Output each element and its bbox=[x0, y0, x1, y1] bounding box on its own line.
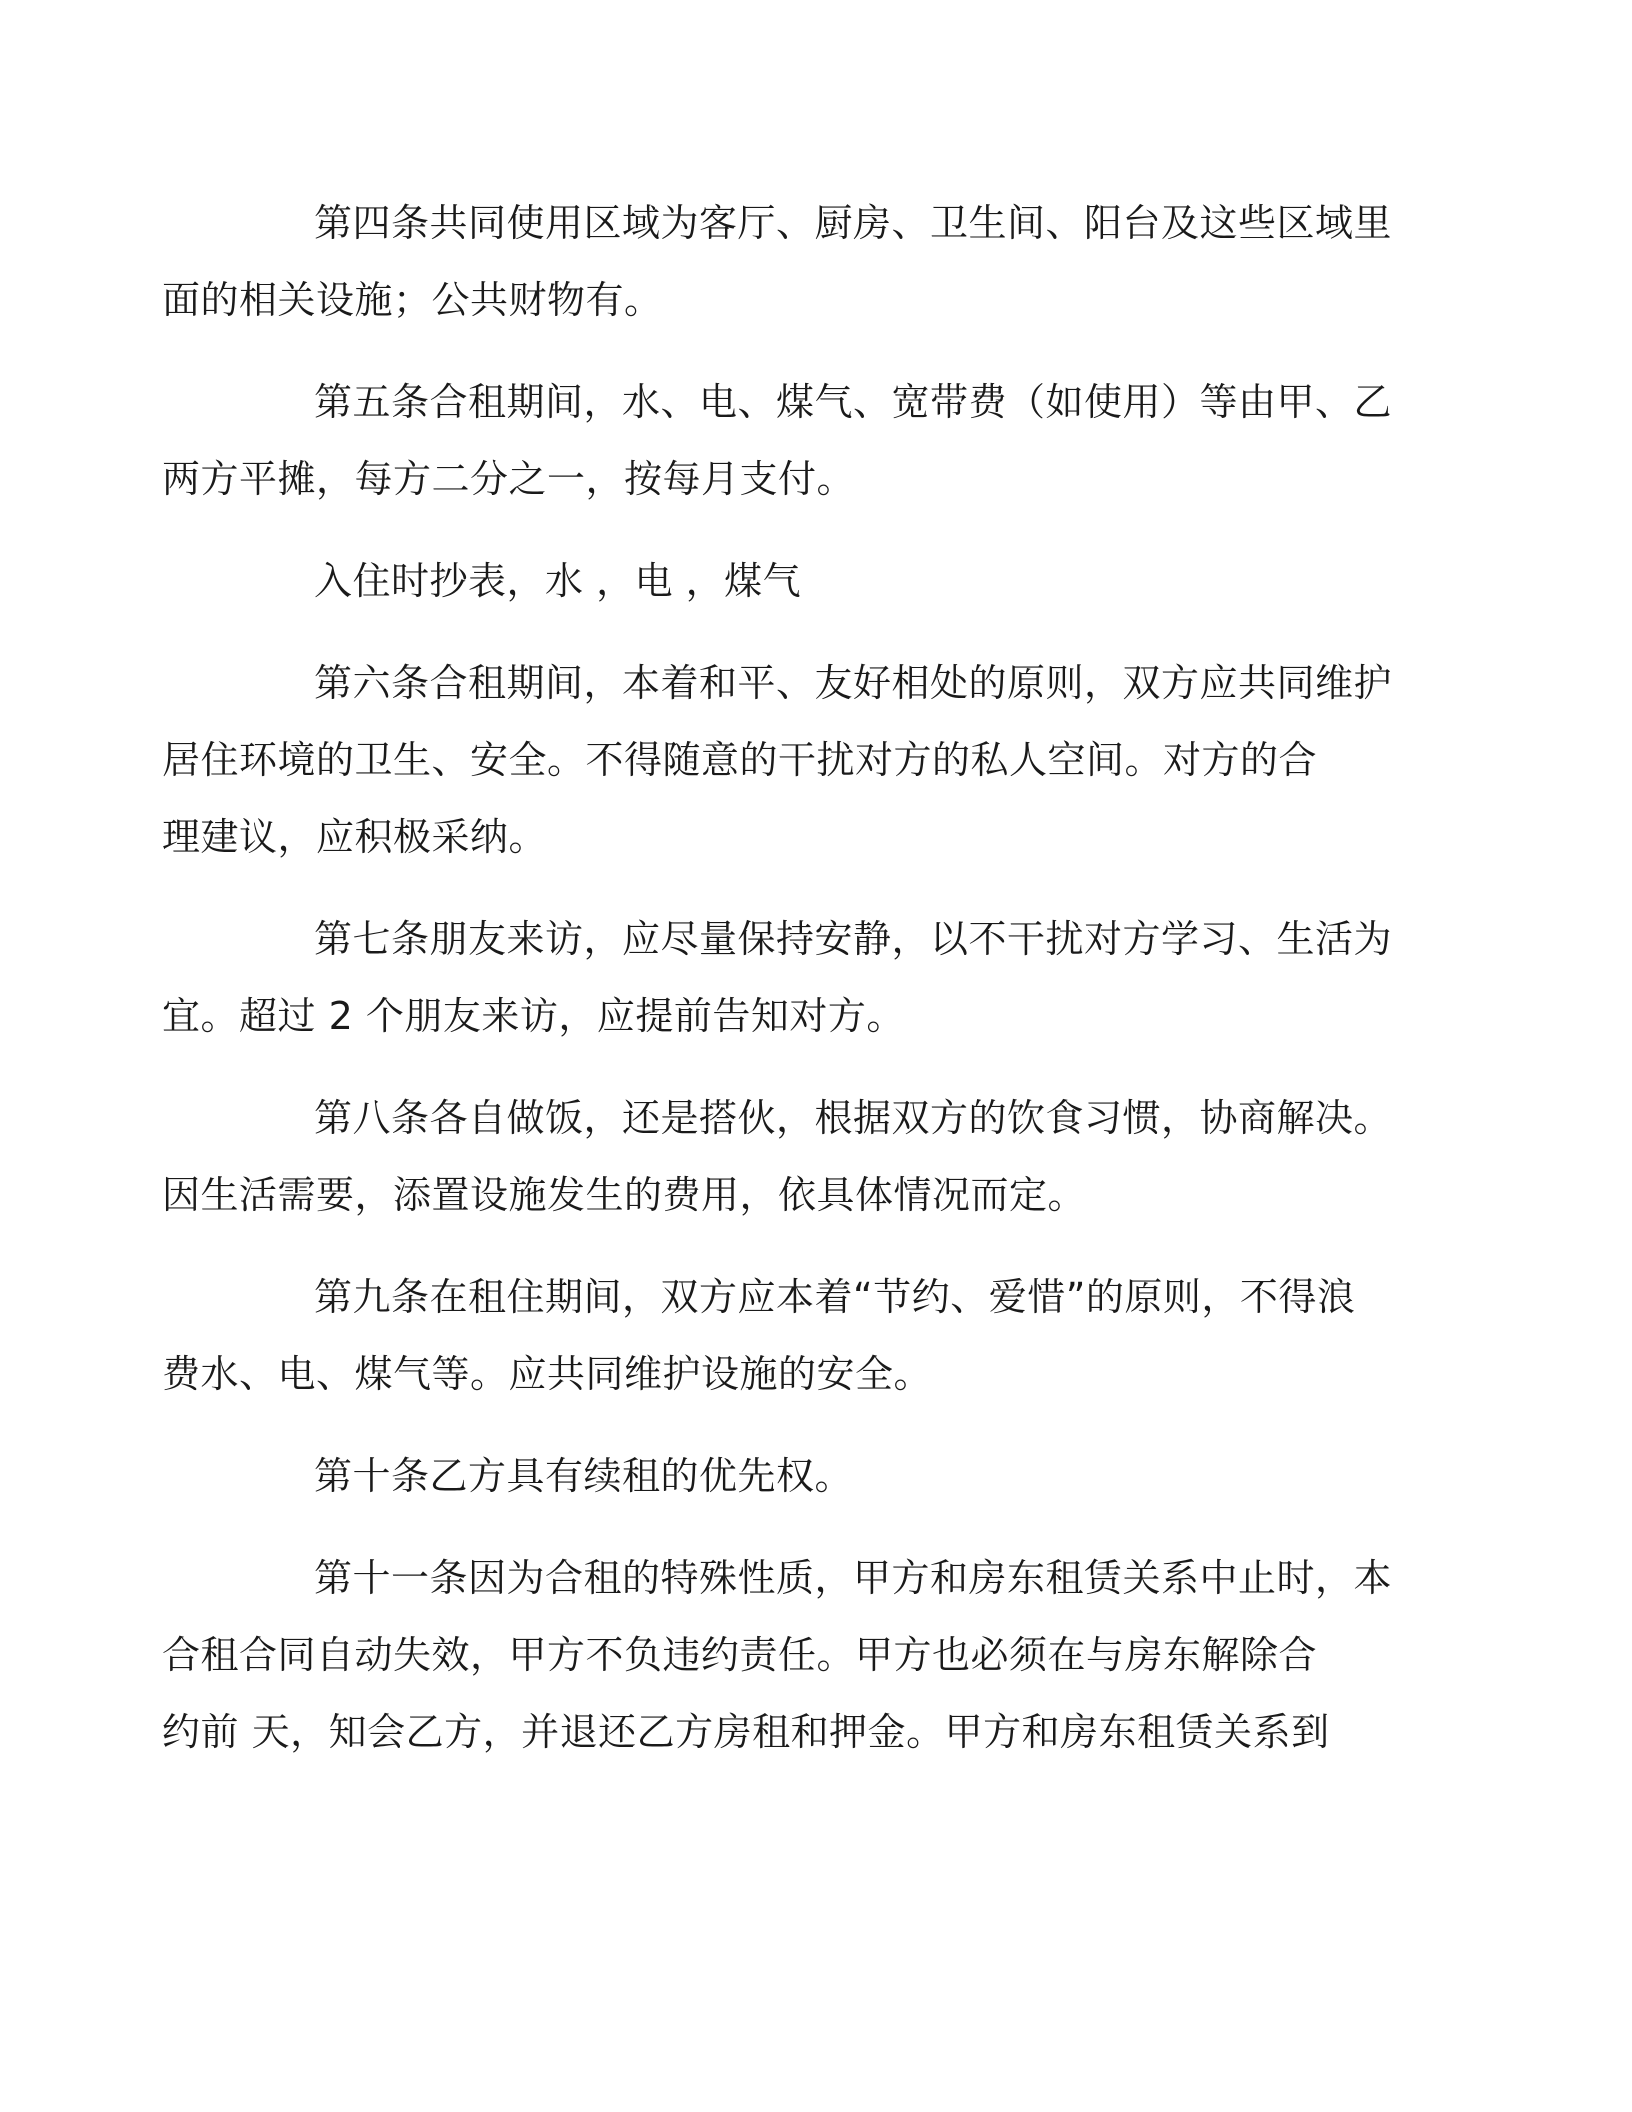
text-line: 费水、电、煤气等。应共同维护设施的安全。 bbox=[162, 1352, 933, 1396]
text-line: 第十一条因为合租的特殊性质，甲方和房东租赁关系中止时，本 bbox=[314, 1556, 1393, 1600]
clause-10 bbox=[238, 1438, 1358, 1515]
text-line: 第九条在租住期间，双方应本着“节约、爱惜”的原则，不得浪 bbox=[314, 1275, 1356, 1319]
document-body bbox=[162, 185, 1393, 1796]
text-line: 约前 天，知会乙方，并退还乙方房租和押金。甲方和房东租赁关系到 bbox=[162, 1710, 1330, 1754]
text-line: 宜。超过 2 个朋友来访，应提前告知对方。 bbox=[162, 994, 905, 1038]
clause-6 bbox=[162, 645, 1393, 876]
text-line: 第四条共同使用区域为客厅、厨房、卫生间、阳台及这些区域里 bbox=[314, 201, 1393, 245]
text-line: 第五条合租期间，水、电、煤气、宽带费（如使用）等由甲、乙 bbox=[314, 380, 1393, 424]
clause-8 bbox=[162, 1080, 1393, 1234]
text-line: 因生活需要，添置设施发生的费用，依具体情况而定。 bbox=[162, 1173, 1087, 1217]
text-line: 入住时抄表，水 ，电 ，煤气 bbox=[314, 559, 802, 603]
clause-4 bbox=[162, 185, 1393, 339]
clause-7 bbox=[162, 901, 1393, 1055]
text-line: 居住环境的卫生、安全。不得随意的干扰对方的私人空间。对方的合 bbox=[162, 738, 1318, 782]
clause-11 bbox=[162, 1540, 1393, 1771]
text-line: 理建议，应积极采纳。 bbox=[162, 815, 548, 859]
text-line: 合租合同自动失效，甲方不负违约责任。甲方也必须在与房东解除合 bbox=[162, 1633, 1318, 1677]
text-line: 面的相关设施；公共财物有。 bbox=[162, 278, 663, 322]
text-line: 第七条朋友来访，应尽量保持安静，以不干扰对方学习、生活为 bbox=[314, 917, 1393, 961]
text-line: 两方平摊，每方二分之一，按每月支付。 bbox=[162, 457, 856, 501]
clause-5 bbox=[162, 364, 1393, 518]
text-line: 第十条乙方具有续租的优先权。 bbox=[314, 1454, 854, 1498]
text-line: 第八条各自做饭，还是搭伙，根据双方的饮食习惯，协商解决。 bbox=[314, 1096, 1393, 1140]
text-line: 第六条合租期间，本着和平、友好相处的原则，双方应共同维护 bbox=[314, 661, 1393, 705]
meter-reading-note bbox=[238, 543, 1358, 620]
clause-9 bbox=[162, 1259, 1358, 1413]
